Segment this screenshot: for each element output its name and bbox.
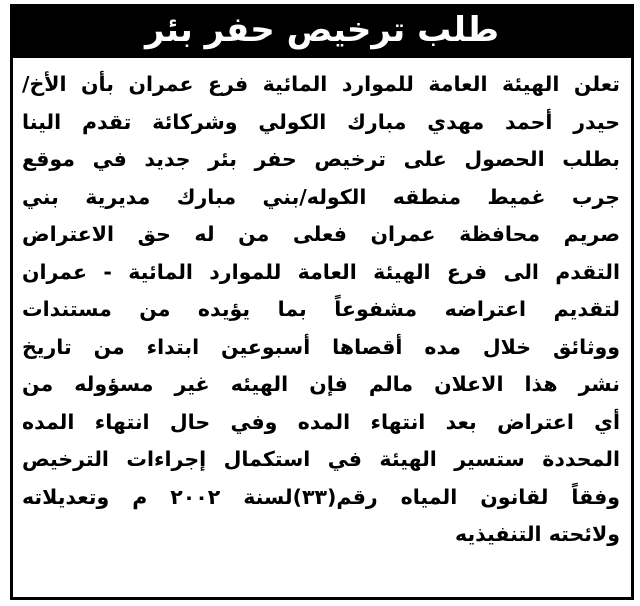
notice-line: ولائحته التنفيذيه <box>455 522 620 546</box>
notice-line: جرب غميط منطقه الكوله/بني مبارك مديرية بني <box>22 184 620 209</box>
notice-line: أي اعتراض بعد انتهاء المده وفي حال انتهاء المده <box>22 409 620 434</box>
notice-line: تعلن الهيئة العامة للموارد المائية فرع عمران بأن الأخ/ <box>22 72 620 96</box>
notice-line: وفقاً لقانون المياه رقم(٣٣)لسنة ٢٠٠٢ م وتعديلاته <box>22 484 620 509</box>
notice-line: ووثائق خلال مده أقصاها أسبوعين ابتداء من تاريخ <box>22 334 620 359</box>
notice-line: المحددة ستسير الهيئة في استكمال إجراءات الترخيص <box>22 447 620 471</box>
notice-line: التقدم الى فرع الهيئة العامة للموارد المائية - عمران <box>22 259 620 284</box>
notice-body <box>22 66 620 554</box>
notice-line: صريم محافظة عمران فعلى من له حق الاعتراض <box>22 222 620 246</box>
notice-line: نشر هذا الاعلان مالم فإن الهيئه غير مسؤوله من <box>22 372 620 396</box>
notice-header-bar <box>10 4 634 56</box>
notice-line: بطلب الحصول على ترخيص حفر بئر جديد في موقع <box>22 147 620 171</box>
notice-title: طلب ترخيص حفر بئر <box>144 10 499 50</box>
notice-line: حيدر أحمد مهدي مبارك الكولي وشركائة تقدم الينا <box>22 109 620 134</box>
notice-line: لتقديم اعتراضه مشفوعاً بما يؤيده من مستندات <box>22 297 620 321</box>
